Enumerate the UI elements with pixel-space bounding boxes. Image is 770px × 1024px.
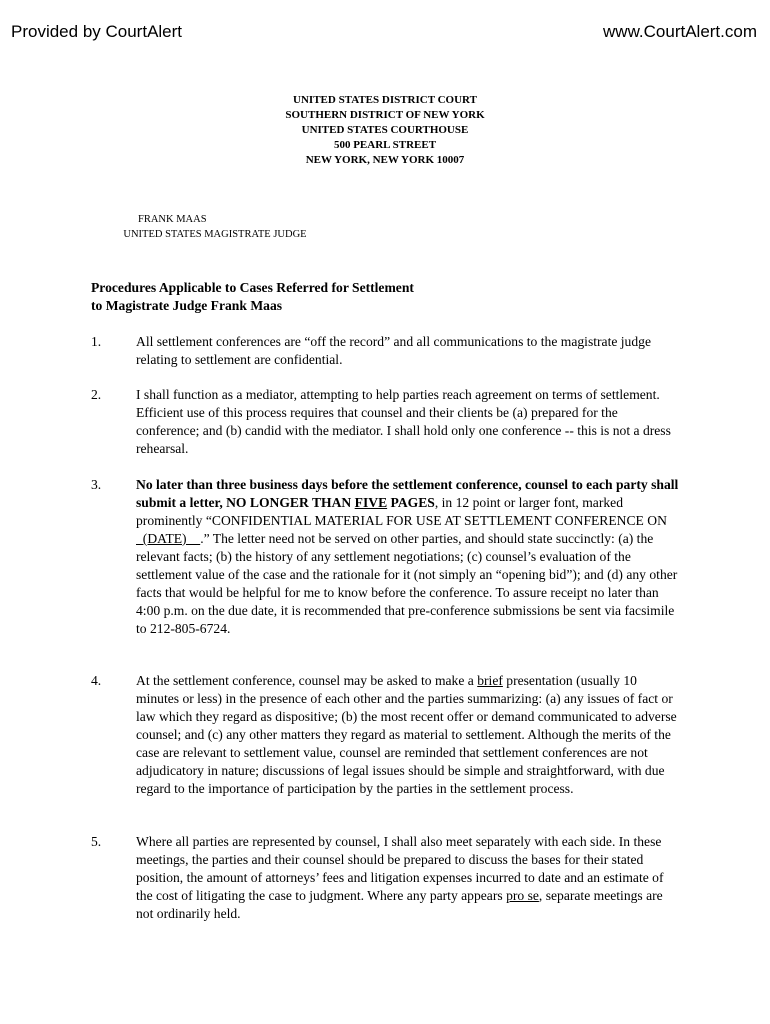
heading-line: Procedures Applicable to Cases Referred for Settlement — [91, 280, 414, 295]
item-text: All settlement conferences are “off the record” and all communications to the magistrate judge relating to settlement are confidential. — [136, 334, 651, 367]
date-placeholder: (DATE) — [136, 531, 201, 546]
item-text-part: , separate meetings are not ordinarily held. — [136, 888, 663, 921]
underlined-word: pro se — [506, 888, 539, 903]
court-header — [185, 93, 585, 168]
provider-label: Provided by CourtAlert — [11, 22, 183, 41]
judge-title: UNITED STATES MAGISTRATE JUDGE — [123, 229, 307, 240]
item-bold-text: No later than three business days before the settlement conference, counsel to each party shall submit a letter, NO LONGER THAN — [136, 477, 679, 510]
judge-block — [90, 212, 340, 242]
item-text-part: presentation (usually 10 minutes or less) in the presence of each other and the parties summarizing: (a) any issues of fact or law which they regard as dispositive; (b) the most recent offer or demand communicated to adverse counsel; and (c) any other matters they regard as material to settlement. Although the merits of the case are relevant to settlement value, counsel are reminded that settlement conferences are not adjudicatory in nature; discussions of legal issues should be simple and straightforward, with due regard to the importance of participation by the parties in the settlement process. — [136, 673, 677, 796]
document-heading — [91, 279, 591, 315]
underlined-word: brief — [477, 673, 503, 688]
court-line: UNITED STATES DISTRICT COURT — [293, 94, 477, 106]
provider-url[interactable]: www.CourtAlert.com — [603, 22, 757, 41]
item-text: I shall function as a mediator, attempting to help parties reach agreement on terms of settlement. Efficient use of this process requires that counsel and their clients be (a) prepared for the conference; and (b) candid with the mediator. I shall hold only one conference -- this is not a dress rehearsal. — [136, 387, 671, 456]
heading-line: to Magistrate Judge Frank Maas — [91, 298, 283, 313]
item-number: 4. — [91, 673, 102, 688]
court-line: 500 PEARL STREET — [333, 139, 437, 151]
court-line: NEW YORK, NEW YORK 10007 — [305, 154, 465, 166]
item-text-part: At the settlement conference, counsel may be asked to make a — [136, 673, 478, 688]
item-text — [136, 476, 681, 638]
judge-name: FRANK MAAS — [138, 214, 207, 225]
item-bold-underlined: FIVE — [354, 495, 388, 510]
item-text-part: , in 12 point or larger font, marked prominently “CONFIDENTIAL MATERIAL FOR USE AT SETTLEMENT CONFERENCE ON — [136, 495, 667, 528]
item-bold-text: PAGES — [387, 495, 435, 510]
item-number: 1. — [91, 334, 102, 349]
item-text — [136, 672, 681, 798]
item-number: 2. — [91, 387, 102, 402]
item-text-part: .” The letter need not be served on other parties, and should state succinctly: (a) the relevant facts; (b) the history of any settlement negotiations; (c) counsel’s evaluation of the settlement value of the case and the rationale for it (not simply an “opening bid”); and (d) any other facts that would be helpful for me to know before the conference. To assure receipt no later than 4:00 p.m. on the due date, it is recommended that pre-conference submissions be sent via facsimile to 212-805-6724. — [136, 531, 678, 636]
court-line: UNITED STATES COURTHOUSE — [301, 124, 469, 136]
item-text — [136, 833, 681, 923]
item-number: 3. — [91, 477, 102, 492]
item-text-part: Where all parties are represented by counsel, I shall also meet separately with each side. In these meetings, the parties and their counsel should be prepared to discuss the bases for their stated position, the amount of attorneys’ fees and litigation expenses incurred to date and an estimate of the cost of litigating the case to judgment. Where any party appears — [136, 834, 664, 903]
item-number: 5. — [91, 834, 102, 849]
court-line: SOUTHERN DISTRICT OF NEW YORK — [285, 109, 485, 121]
